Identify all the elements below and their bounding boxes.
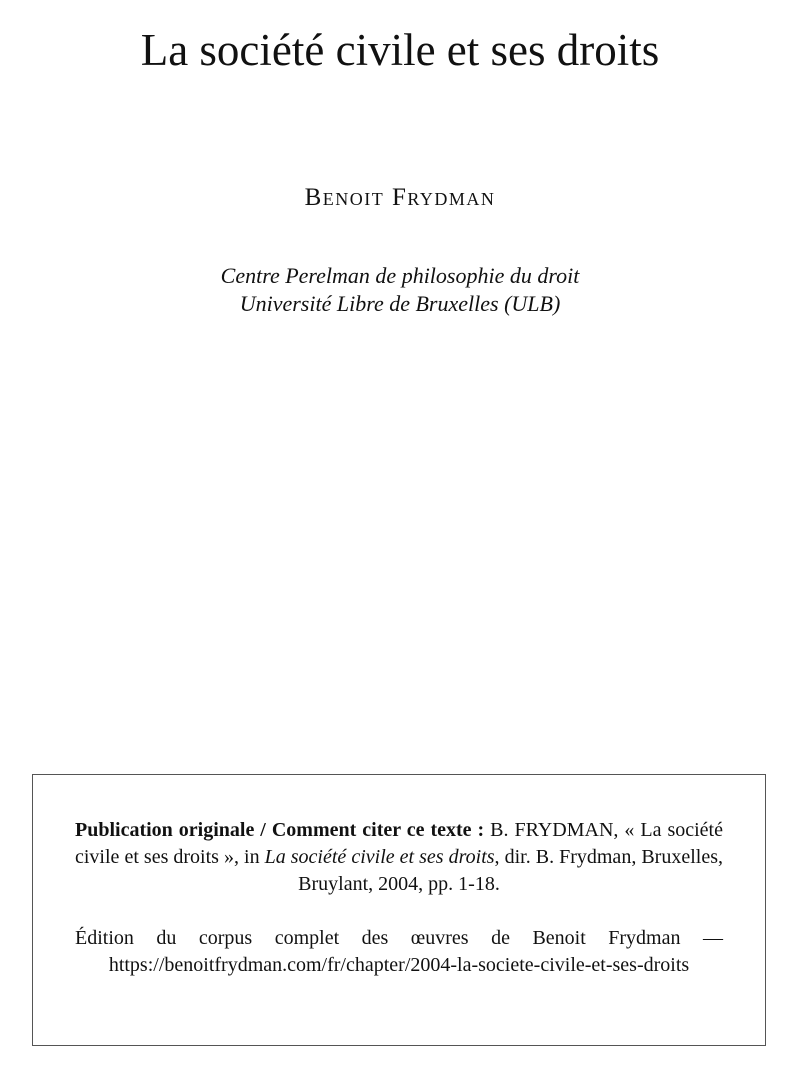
citation-paragraph xyxy=(75,817,723,898)
citation-content xyxy=(75,817,723,979)
affiliation xyxy=(0,262,800,318)
citation-book-title: La société civile et ses droits xyxy=(264,846,495,868)
citation-text-before: B. FRYDMAN, « La société civile et ses droits », in xyxy=(75,819,723,868)
author-name: Benoit Frydman xyxy=(304,184,496,211)
citation-box xyxy=(32,774,766,1046)
edition-paragraph: Édition du corpus complet des œuvres de Benoit Frydman — https://benoitfrydman.com/fr/chapter/2004-la-societe-civile-et-ses-droits xyxy=(75,927,723,976)
affiliation-line-2: Université Libre de Bruxelles (ULB) xyxy=(239,291,561,316)
affiliation-line-1: Centre Perelman de philosophie du droit xyxy=(220,263,580,288)
citation-label: Publication originale / Comment citer ce texte : xyxy=(75,819,485,841)
document-title: La société civile et ses droits xyxy=(140,25,660,75)
citation-text-after: , dir. B. Frydman, Bruxelles, Bruylant, 2004, pp. 1-18. xyxy=(298,846,723,895)
